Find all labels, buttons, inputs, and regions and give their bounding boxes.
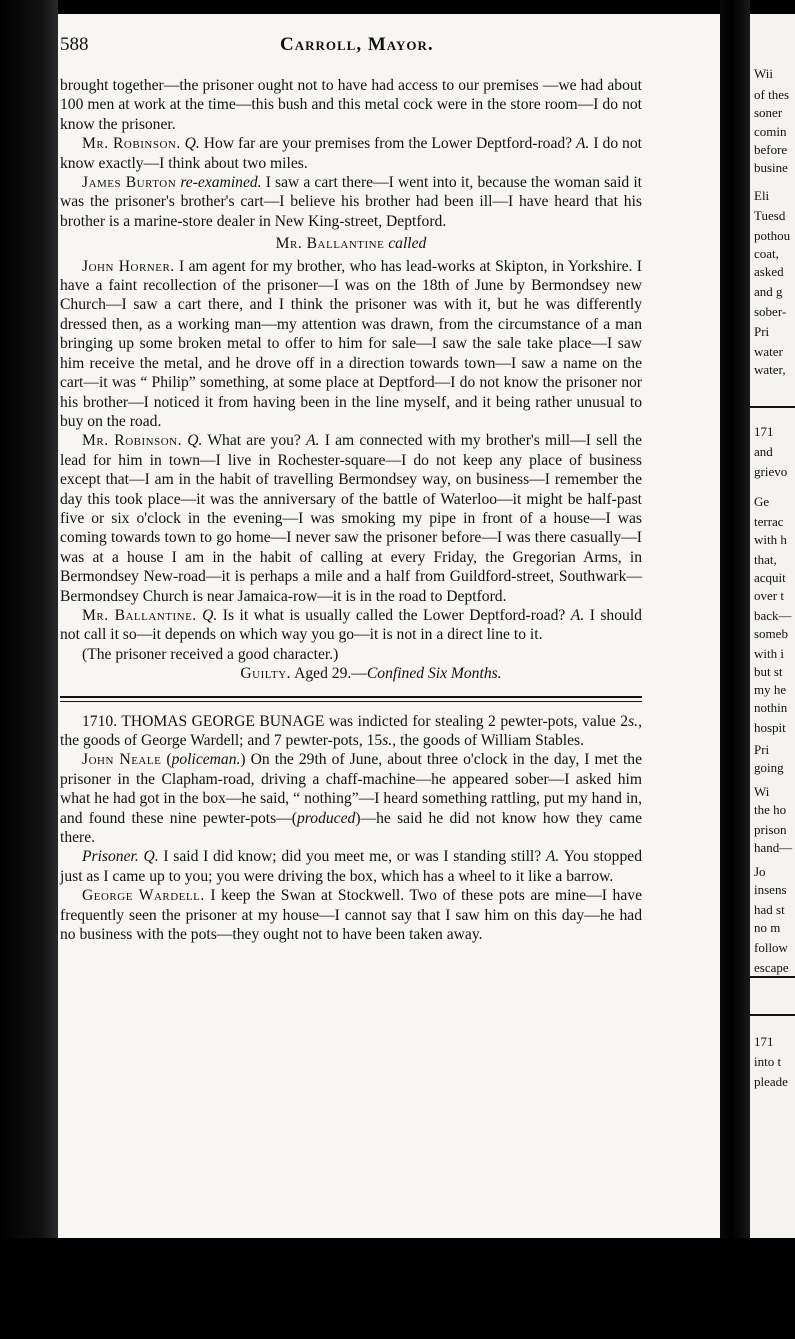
facing-page-text: 171 [754,424,774,439]
facing-page-text: Eli [754,188,770,203]
verdict-word: Guilty. [240,665,292,683]
question-marker: Q. [202,606,218,624]
currency-unit: s. [628,712,639,730]
facing-page-text: into t [754,1054,782,1069]
paragraph-text: I do not know exactly—I think about two miles. [60,135,642,172]
paragraph-text: was indicted for stealing 2 pewter-pots, value 2 [328,712,629,730]
facing-page-text: and g [754,284,783,299]
paragraph-text: I should not call it so—it depends on which way you go—it is not in a direct line to it. [60,606,642,644]
paragraph [60,645,642,664]
case-heading-paragraph [60,712,642,751]
facing-page-text: had st [754,902,785,917]
speaker-role: policeman. [171,751,241,769]
question-marker: Q. [143,848,159,866]
facing-page-text: that, [754,552,777,567]
character-note: (The prisoner received a good character.) [82,645,339,663]
facing-page-divider [750,1014,795,1016]
facing-page-text: busine [754,160,788,175]
paragraph-text: I saw a cart there—I went into it, because the woman said it was the prisoner's brother's cart—I believe his brother had been ill—I have heard that his brother is a marine-store dealer in New King-street, Deptford. [60,174,643,230]
facing-page-text: prison [754,822,787,837]
facing-page-text: insens [754,882,787,897]
speaker-role: re-examined. [180,174,262,192]
speaker-name: Mr. Robinson. [82,135,181,153]
facing-page-text: with h [754,532,787,547]
facing-page-text: sober- [754,304,787,319]
facing-page-text: Tuesd [754,208,786,223]
paragraph-text: I am connected with my brother's mill—I sell the lead for him in town—I live in Rochester-square—I do not keep any place of business except that—I am in the habit of travelling Bermondsey way, on business—I remember the day this took place—it was the anniversary of the battle of Waterloo—it might be half-past five or six o'clock in the evening—I was smoking my pipe in front of a house—I was coming towards town to go home—I never saw the prisoner before—I was there casually—I was at a house I am in the habit of calling at every Friday, the Gregorian Arms, in Bermondsey New-road—it is perhaps a mile and a half from Guildford-street, Southwark—Bermondsey Church is near Jamaica-row—it is in the road to Deptford. [60,432,643,605]
speaker-name: James Burton [82,174,177,192]
facing-page-text: Pri [754,742,770,757]
paragraph [60,257,642,432]
facing-page-text: water [754,344,783,359]
paragraph [60,606,642,645]
paragraph-text: I said I did know; did you meet me, or was I standing still? [163,848,542,866]
defendant-name: THOMAS GEORGE BUNAGE [121,712,325,730]
facing-page-text: water, [754,362,786,377]
verdict-age: Aged 29.— [294,665,367,683]
facing-page-text: follow [754,940,788,955]
facing-page-text: soner [754,105,783,120]
paragraph-text: I am agent for my brother, who has lead-works at Skipton, in Yorkshire. I have a faint recollection of the prisoner—I was on the 18th of June by Bermondsey new Church—I saw a cart there, and I think the prisoner was with it, but he was differently dressed then, as a working man—my attention was drawn, from the circumstance of a man bringing up some broken metal to offer to him for sale—I saw the sale take place—I saw him receive the metal, and he drove off in a direction towards town—I saw a name on the cart—it was “ Philip” something, at some place at Deptford—I do not know the prisoner nor his brother—I noticed it from having been in the line myself, and it being rather unusual to buy on the road. [60,257,642,430]
facing-page-text: Wi [754,784,770,799]
facing-page-text: but st [754,664,783,679]
speaker-name: John Horner. [82,257,175,275]
facing-page-text: comin [754,124,787,139]
paragraph [60,886,642,944]
produced-word: produced [297,809,356,827]
page-body [60,76,642,944]
facing-page-text: terrac [754,514,784,529]
answer-marker: A. [306,432,320,450]
facing-page-divider [750,976,795,978]
paragraph-text: brought together—the prisoner ought not to have had access to our premises —we had about 100 men at work at the time—this bush and this metal cock were in the store room—I do not know the prisoner. [60,77,642,133]
facing-page-text: Ge [754,494,770,509]
paragraph [60,76,642,134]
paragraph-text: How far are your premises from the Lower Deptford-road? [203,135,573,153]
currency-unit: s. [382,732,393,749]
facing-page-text: 171 [754,1034,774,1049]
facing-page-text: over t [754,588,784,603]
facing-page-text: pothou [754,228,791,243]
case-divider [60,696,642,702]
answer-marker: A. [576,135,590,153]
facing-page-text: escape [754,960,789,975]
facing-page-text: acquit [754,570,786,585]
facing-page-text: someb [754,626,788,641]
facing-page-text: the ho [754,802,787,817]
facing-page-text: Wii [754,66,773,81]
paragraph-text: I keep the Swan at Stockwell. Two of these pots are mine—I have frequently seen the prisoner at my house—I cannot say that I saw him on this day—he had no business with the pots—they ought not to have been taken away. [60,887,642,944]
page-header [60,22,660,55]
speaker-name: Prisoner. [82,848,139,866]
paragraph [60,431,642,606]
scan-border-bottom [0,1238,795,1339]
facing-page-text: grievo [754,464,788,479]
question-marker: Q. [184,135,200,153]
running-head: Carroll, Mayor. [280,34,434,55]
witness-called-heading [60,234,642,253]
facing-page-text: my he [754,682,787,697]
paragraph-text: , the goods of George Wardell; and 7 pewter-pots, 15 [60,712,642,749]
paragraph-text: You stopped just as I came up to you; you were driving the box, which has a wheel to it like a barrow. [60,848,642,885]
facing-page-text: Jo [754,864,766,879]
book-gutter [720,0,750,1280]
answer-marker: A. [545,848,560,866]
facing-page-text: hand— [754,840,793,855]
page-number: 588 [60,34,89,55]
facing-page-divider [750,406,795,408]
verdict-sentence: Confined Six Months. [366,665,502,683]
speaker-name: John Neale [82,751,162,769]
facing-page-fragment [750,14,795,1238]
paragraph: John Neale (policeman.) On the 29th of June, about three o'clock in the day, I met the prisoner in the Clapham-road, driving a chaff-machine—he appeared sober—I asked him what he had got in the box—he said, “ nothing”—I heard something rattling, put my hand in, and found these nine pewter-pots—(produced)—he said he did not know how they came there. [60,751,643,847]
paragraph-text: )—he said he did not know how they came there. [60,809,642,847]
called-word: called [388,235,427,253]
facing-page-text: of thes [754,87,790,102]
facing-page-text: pleade [754,1074,788,1089]
facing-page-text: and [754,444,773,459]
facing-page-text: before [754,142,788,157]
facing-page-text: hospit [754,720,786,735]
speaker-name: Mr. Robinson. [82,432,182,450]
paragraph-text: What are you? [207,432,301,450]
answer-marker: A. [570,606,585,624]
facing-page-text: with i [754,646,784,661]
facing-page-text: asked [754,264,784,279]
question-marker: Q. [187,432,203,450]
speaker-name: Mr. Ballantine. [82,606,197,624]
speaker-name: George Wardell. [82,887,205,905]
facing-page-text: going [754,760,784,775]
called-name: Mr. Ballantine [275,235,385,253]
facing-page-text: coat, [754,246,779,261]
paragraph [60,847,642,886]
facing-page-text: nothin [754,700,788,715]
paragraph-text: Is it what is usually called the Lower Deptford-road? [222,606,566,624]
paragraph-text: , the goods of William Stables. [392,732,585,749]
verdict-line [60,664,642,683]
scan-border-top [0,0,795,14]
facing-page-text: Pri [754,324,770,339]
paragraph [60,173,642,231]
scan-border-left [0,0,58,1339]
case-number: 1710. [82,712,118,730]
paragraph-text: On the 29th of June, about three o'clock in the day, I met the prisoner in the Clapham-road, driving a chaff-machine—he appeared sober—I asked him what he had got in the box—he said, “ nothing”—I heard something rattling, put my hand in, and found these nine pewter-pots—( [60,751,643,827]
facing-page-text: no m [754,920,781,935]
facing-page-text: back— [754,608,792,623]
paragraph [60,134,642,173]
